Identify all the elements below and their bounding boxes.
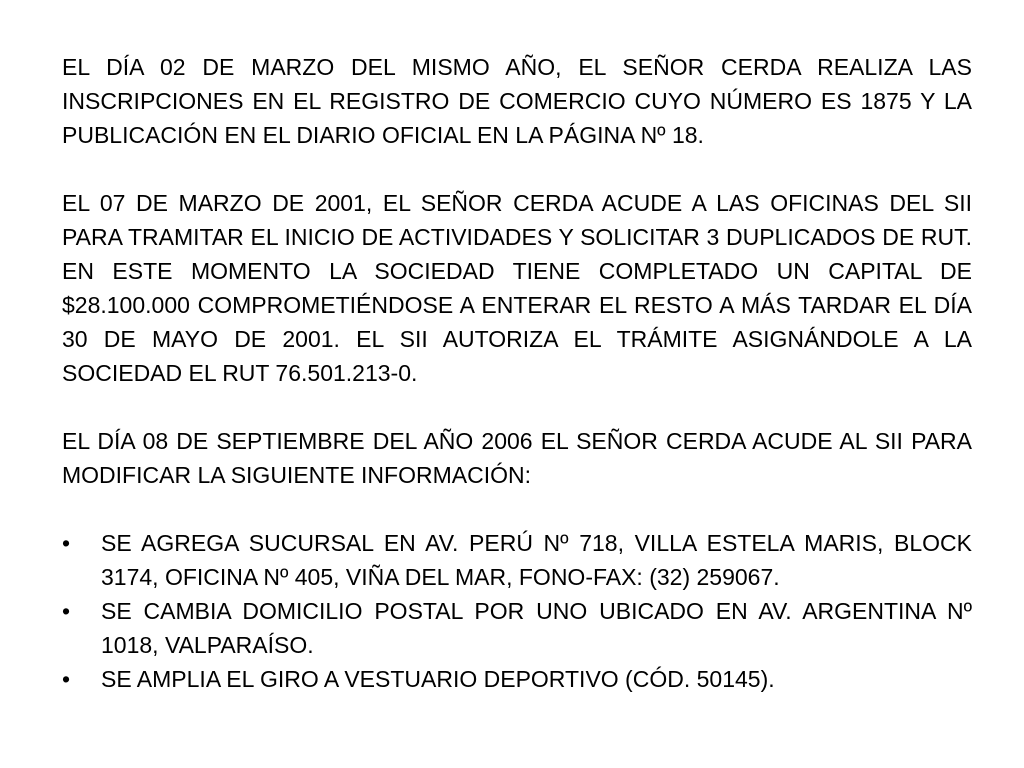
bullet-icon: •: [62, 530, 71, 556]
list-item-text: SE AGREGA SUCURSAL EN AV. PERÚ Nº 718, VILLA ESTELA MARIS, BLOCK 3174, OFICINA Nº 405, VIÑA DEL MAR, FONO-FAX: (32) 259067.: [101, 530, 972, 590]
list-item: [62, 526, 972, 594]
slide-content: [62, 50, 972, 696]
list-item-text: SE AMPLIA EL GIRO A VESTUARIO DEPORTIVO (CÓD. 50145).: [101, 666, 775, 692]
paragraph-start-activities: EL 07 DE MARZO DE 2001, EL SEÑOR CERDA ACUDE A LAS OFICINAS DEL SII PARA TRAMITAR EL INICIO DE ACTIVIDADES Y SOLICITAR 3 DUPLICADOS DE RUT. EN ESTE MOMENTO LA SOCIEDAD TIENE COMPLETADO UN CAPITAL DE $28.100.000 COMPROMETIÉNDOSE A ENTERAR EL RESTO A MÁS TARDAR EL DÍA 30 DE MAYO DE 2001. EL SII AUTORIZA EL TRÁMITE ASIGNÁNDOLE A LA SOCIEDAD EL RUT 76.501.213-0.: [62, 190, 972, 386]
list-item: [62, 594, 972, 662]
bullet-icon: •: [62, 666, 71, 692]
list-item: [62, 662, 972, 696]
list-item-text: SE CAMBIA DOMICILIO POSTAL POR UNO UBICADO EN AV. ARGENTINA Nº 1018, VALPARAÍSO.: [101, 598, 972, 658]
modification-list: [62, 526, 972, 696]
paragraph-modification-intro: EL DÍA 08 DE SEPTIEMBRE DEL AÑO 2006 EL SEÑOR CERDA ACUDE AL SII PARA MODIFICAR LA SIGUIENTE INFORMACIÓN:: [62, 428, 972, 488]
paragraph-registration: EL DÍA 02 DE MARZO DEL MISMO AÑO, EL SEÑOR CERDA REALIZA LAS INSCRIPCIONES EN EL REGISTRO DE COMERCIO CUYO NÚMERO ES 1875 Y LA PUBLICACIÓN EN EL DIARIO OFICIAL EN LA PÁGINA Nº 18.: [62, 54, 972, 148]
bullet-icon: •: [62, 598, 71, 624]
